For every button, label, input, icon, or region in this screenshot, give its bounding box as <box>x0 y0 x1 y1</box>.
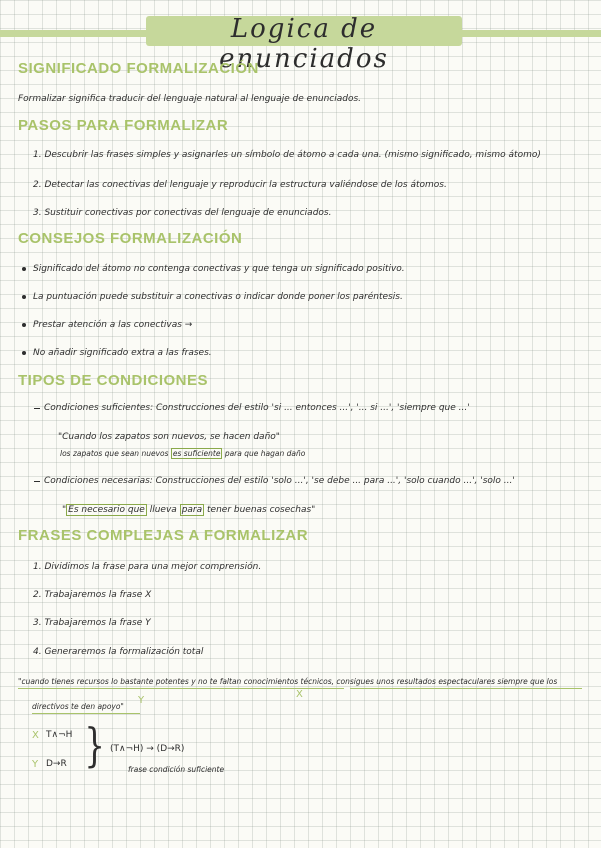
y-formula: D→R <box>46 759 67 769</box>
pasos-item-3: 3. Sustituir conectivas por conectivas del lenguaje de enunciados. <box>33 208 332 218</box>
underline-y-2 <box>32 713 140 714</box>
consejos-item-1: Significado del átomo no contenga conectivas y que tenga un significado positivo. <box>33 264 405 274</box>
condiciones-suficientes: Condiciones suficientes: Construcciones del estilo 'si ... entonces ...', '... si ...', 'siempre que ...' <box>44 403 470 413</box>
dash <box>34 408 40 409</box>
combined-note: frase condición suficiente <box>128 765 225 774</box>
expl-after: para que hagan daño <box>224 449 306 458</box>
bullet <box>22 295 26 299</box>
mark-x: X <box>296 689 303 700</box>
bullet <box>22 267 26 271</box>
expl-before: los zapatos que sean nuevos <box>60 449 169 458</box>
pasos-item-1: 1. Descubrir las frases simples y asignarles un símbolo de átomo a cada una. (mismo significado, mismo átomo) <box>33 150 541 160</box>
complejas-quote-line2: directivos te den apoyo" <box>32 702 124 711</box>
page-title: Logica de enunciados <box>219 14 389 74</box>
suficientes-explanation <box>60 449 305 458</box>
heading-complejas: FRASES COMPLEJAS A FORMALIZAR <box>18 527 309 544</box>
condiciones-necesarias: Condiciones necesarias: Construcciones del estilo 'solo ...', 'se debe ... para ...', 'solo cuando ...', 'solo ...' <box>44 476 515 486</box>
necesarias-quote: " Es necesario que llueva para tener buenas cosechas" <box>62 505 316 515</box>
consejos-item-2: La puntuación puede substituir a conectivas o indicar donde poner los paréntesis. <box>33 292 403 302</box>
x-label: X <box>32 730 39 741</box>
heading-significado: SIGNIFICADO FORMALIZACIÓN <box>18 60 259 77</box>
complejas-item-3: 3. Trabajaremos la frase Y <box>33 618 151 628</box>
significado-text: Formalizar significa traducir del lenguaje natural al lenguaje de enunciados. <box>18 94 362 104</box>
complejas-item-2: 2. Trabajaremos la frase X <box>33 590 152 600</box>
consejos-item-4: No añadir significado extra a las frases. <box>33 348 212 358</box>
heading-pasos: PASOS PARA FORMALIZAR <box>18 117 229 134</box>
suficientes-quote: "Cuando los zapatos son nuevos, se hacen daño" <box>58 432 280 442</box>
expl-boxed: es suficiente <box>172 449 221 458</box>
quote-mid: llueva <box>149 505 177 515</box>
complejas-item-1: 1. Dividimos la frase para una mejor comprensión. <box>33 562 262 572</box>
dash <box>34 481 40 482</box>
complejas-item-4: 4. Generaremos la formalización total <box>33 647 204 657</box>
mark-y: Y <box>138 695 145 706</box>
y-label: Y <box>32 759 39 770</box>
quote-boxed-1: Es necesario que <box>68 505 145 515</box>
x-formula: T∧¬H <box>46 730 73 740</box>
consejos-item-3: Prestar atención a las conectivas → <box>33 320 193 330</box>
quote-end: tener buenas cosechas" <box>207 505 316 515</box>
quote-boxed-2: para <box>181 505 203 515</box>
bullet <box>22 351 26 355</box>
pasos-item-2: 2. Detectar las conectivas del lenguaje y reproducir la estructura valiéndose de los átomos. <box>33 180 447 190</box>
heading-condiciones: TIPOS DE CONDICIONES <box>18 372 209 389</box>
complejas-quote-line1: "cuando tienes recursos lo bastante potentes y no te faltan conocimientos técnicos, consigues unos resultados espectaculares siempre que los <box>18 677 558 686</box>
combined-formula: (T∧¬H) → (D→R) <box>110 744 185 754</box>
heading-consejos: CONSEJOS FORMALIZACIÓN <box>18 230 243 247</box>
underline-y-1 <box>350 688 582 689</box>
brace-icon: } <box>84 718 105 772</box>
bullet <box>22 323 26 327</box>
